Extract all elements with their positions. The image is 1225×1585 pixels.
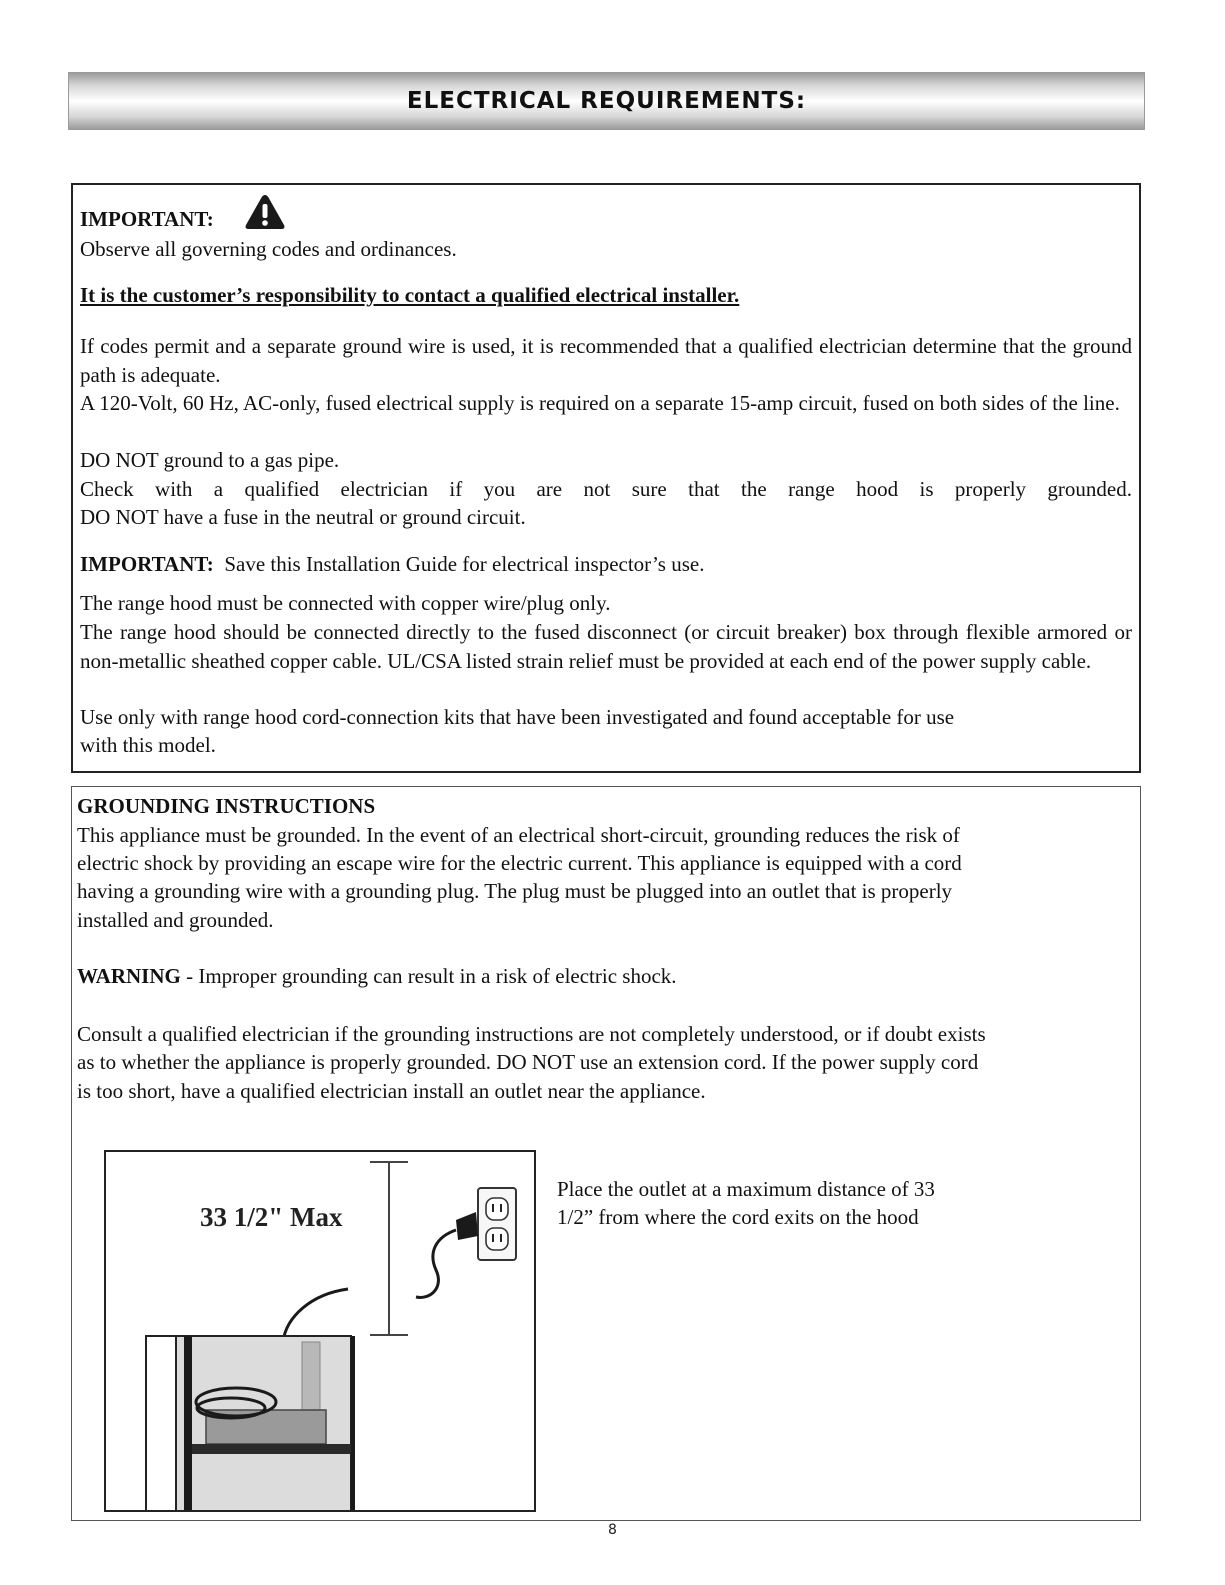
electrical-supply-paragraph: A 120-Volt, 60 Hz, AC-only, fused electrical supply is required on a separate 15-amp circuit, fused on both sides of the line.: [80, 391, 1120, 415]
caption-line-2: 1/2” from where the cord exits on the hood: [557, 1205, 919, 1229]
save-guide-sentence: Save this Installation Guide for electrical inspector’s use.: [224, 552, 705, 576]
grounding-heading: GROUNDING INSTRUCTIONS: [77, 794, 376, 818]
warning-text: [77, 962, 677, 991]
grounding-line-4: installed and grounded.: [77, 908, 274, 932]
consult-line-2: as to whether the appliance is properly grounded. DO NOT use an extension cord. If the power supply cord: [77, 1050, 979, 1074]
cord-kits-line-1: Use only with range hood cord-connection kits that have been investigated and found acceptable for use: [80, 705, 955, 729]
connection-paragraph: The range hood should be connected directly to the fused disconnect (or circuit breaker) box through flexible armored or non-metallic sheathed copper cable. UL/CSA listed strain relief must be provided at each end of the power supply cable.: [80, 620, 1132, 673]
page-title: ELECTRICAL REQUIREMENTS:: [406, 88, 807, 114]
important-label: IMPORTANT:: [80, 552, 214, 576]
fuse-warning: DO NOT have a fuse in the neutral or ground circuit.: [80, 505, 526, 529]
check-electrician-text: Check with a qualified electrician if you are not sure that the range hood is properly grounded.: [80, 477, 1132, 501]
important-heading: IMPORTANT:: [80, 207, 214, 231]
cord-kits-line-2: with this model.: [80, 733, 216, 757]
outlet-distance-figure: [104, 1150, 536, 1512]
section-banner: [68, 72, 1145, 130]
grounding-line-2: electric shock by providing an escape wire for the electric current. This appliance is equipped with a cord: [77, 851, 962, 875]
observe-codes-text: Observe all governing codes and ordinances.: [80, 237, 457, 261]
grounding-line-1: This appliance must be grounded. In the event of an electrical short-circuit, grounding reduces the risk of: [77, 823, 960, 847]
gas-pipe-warning: DO NOT ground to a gas pipe.: [80, 448, 340, 472]
consult-line-3: is too short, have a qualified electrician install an outlet near the appliance.: [77, 1079, 706, 1103]
grounding-line-3: having a grounding wire with a grounding plug. The plug must be plugged into an outlet that is properly: [77, 879, 953, 903]
save-guide-text: [80, 550, 704, 579]
caption-line-1: Place the outlet at a maximum distance of 33: [557, 1177, 935, 1201]
responsibility-text: It is the customer’s responsibility to contact a qualified electrical installer.: [80, 283, 740, 307]
warning-sentence: - Improper grounding can result in a risk of electric shock.: [180, 964, 677, 988]
warning-label: WARNING: [77, 964, 181, 988]
copper-wire-text: The range hood must be connected with copper wire/plug only.: [80, 591, 611, 615]
page-number: 8: [608, 1522, 617, 1538]
ground-wire-paragraph: If codes permit and a separate ground wire is used, it is recommended that a qualified electrician determine that the ground path is adequate.: [80, 334, 1132, 387]
consult-line-1: Consult a qualified electrician if the grounding instructions are not completely understood, or if doubt exists: [77, 1022, 986, 1046]
warning-triangle-icon: [244, 193, 286, 231]
hood-outlet-illustration: [106, 1152, 536, 1512]
max-distance-label: 33 1/2" Max: [200, 1202, 343, 1232]
